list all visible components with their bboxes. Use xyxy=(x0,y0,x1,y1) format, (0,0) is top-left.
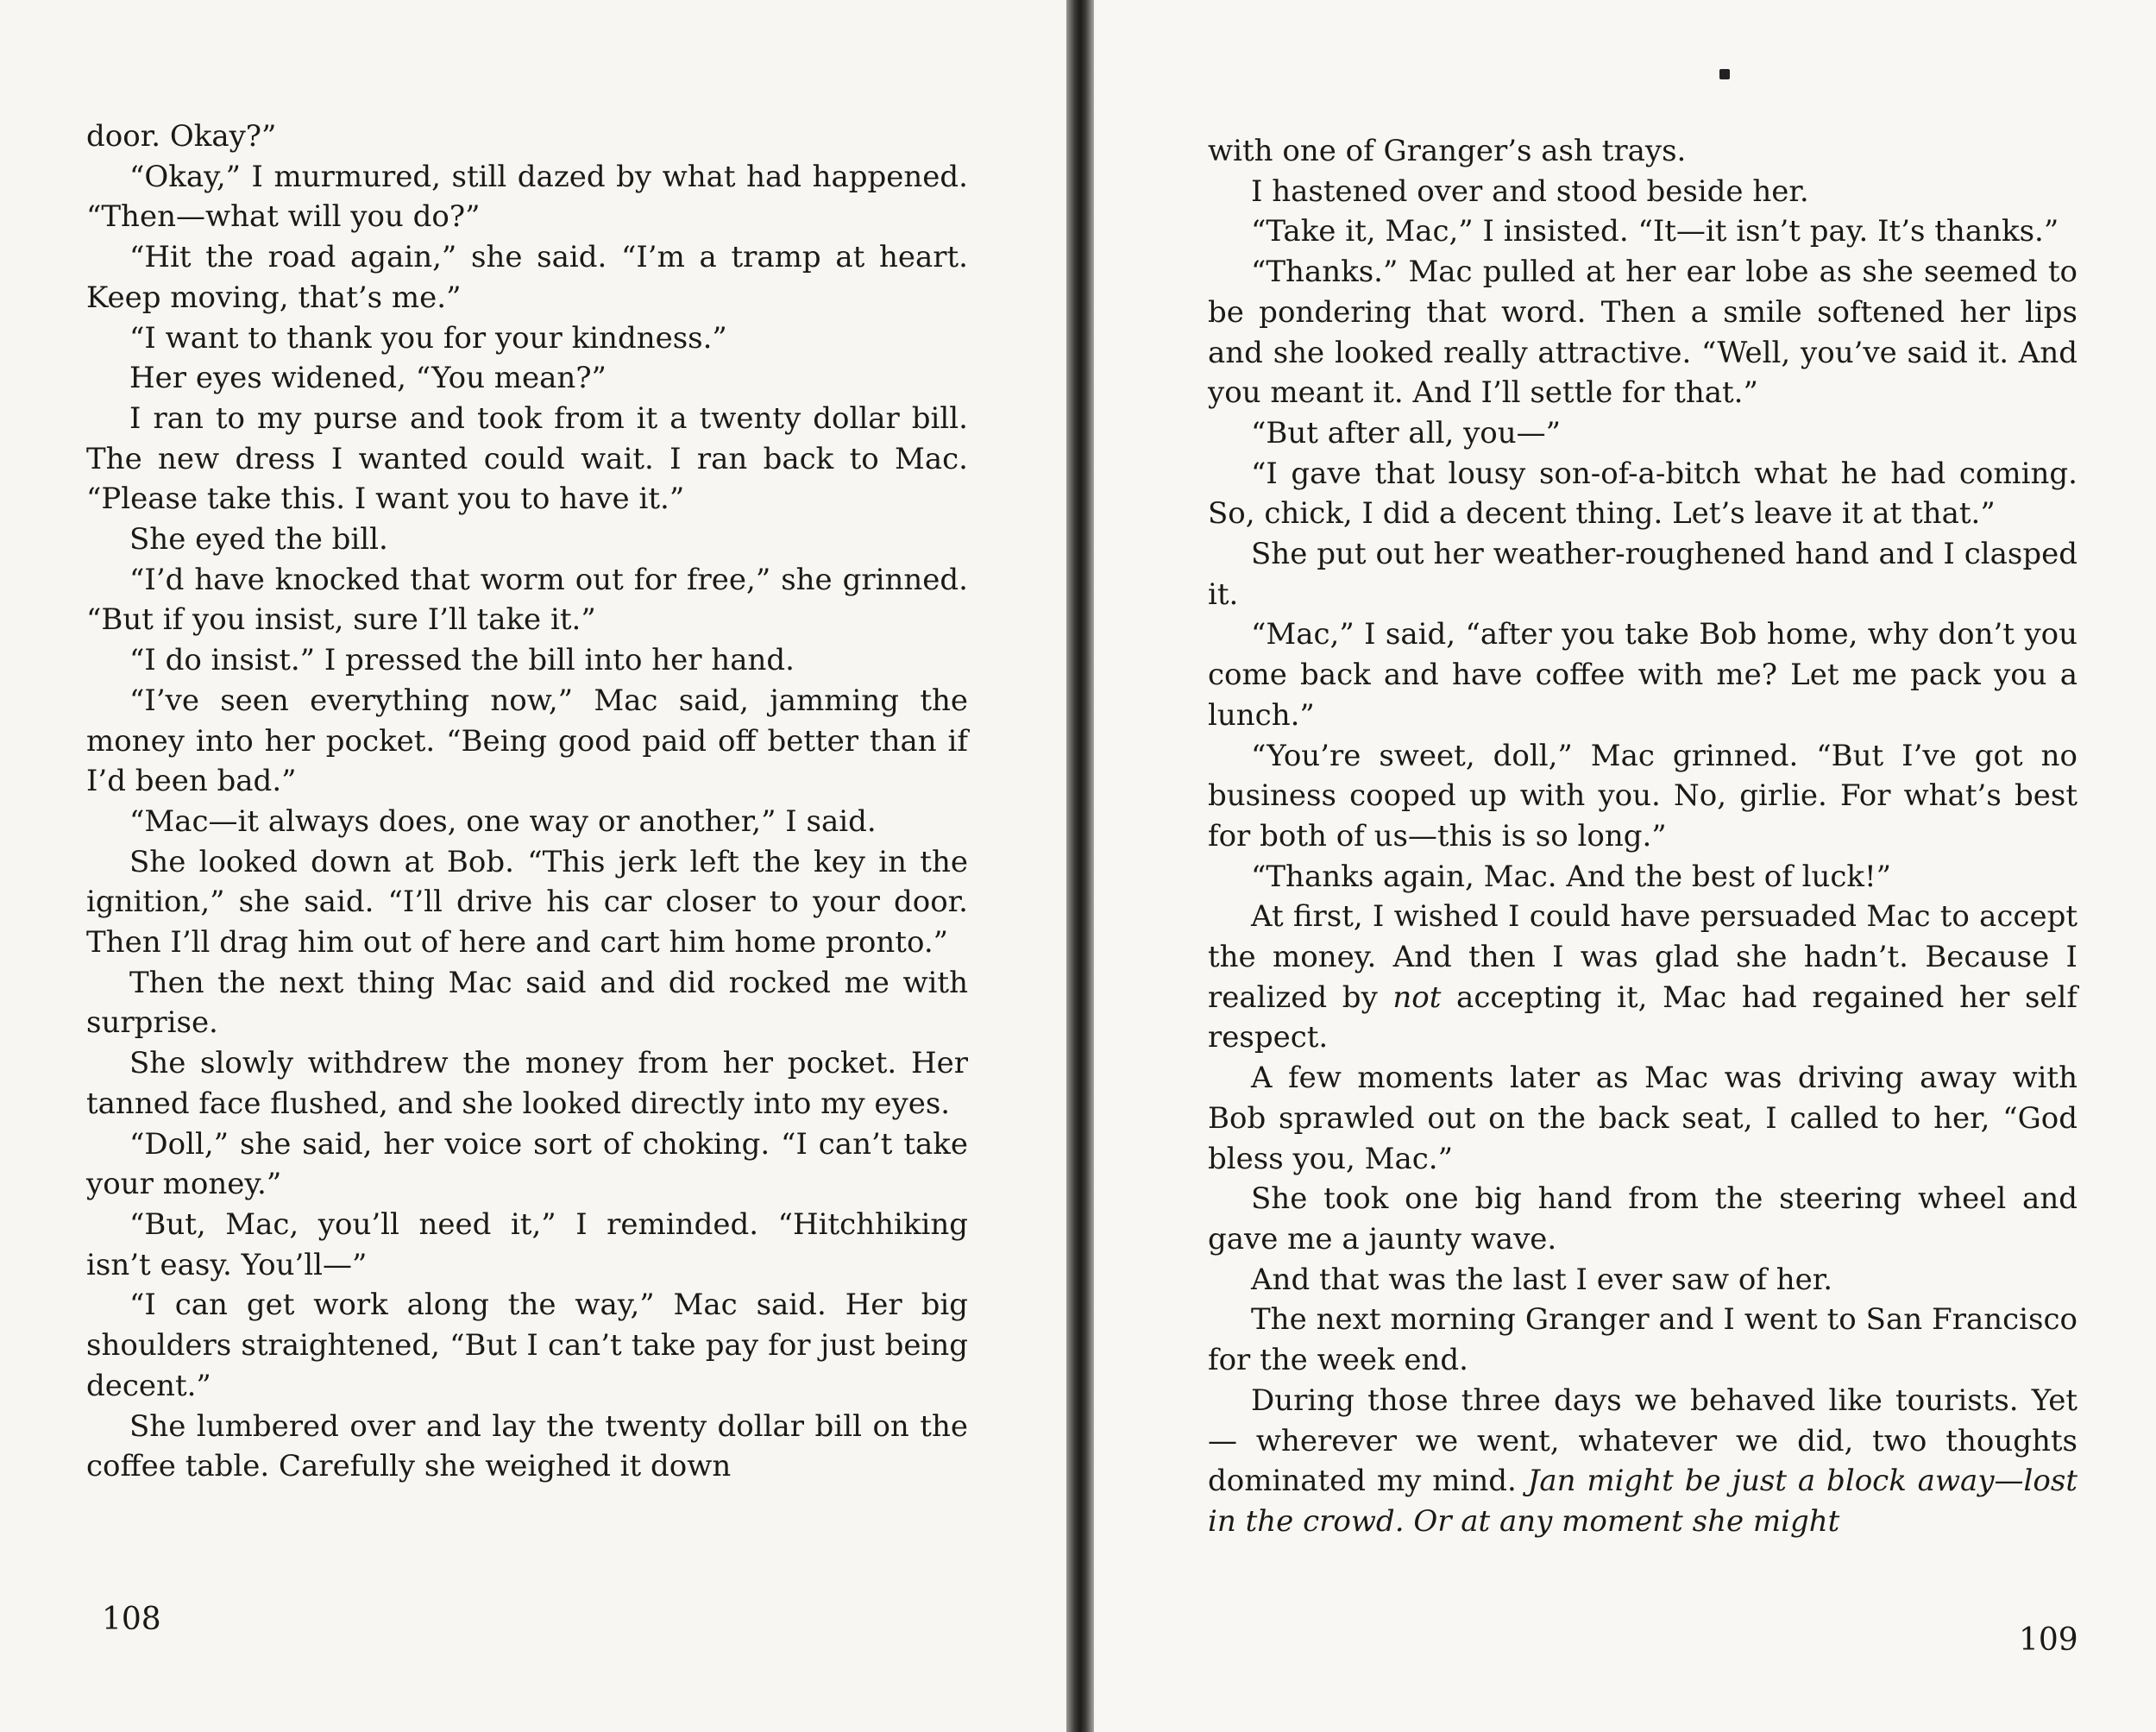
right-page xyxy=(1094,0,2156,1732)
paragraph: “I want to thank you for your kindness.” xyxy=(129,320,727,356)
paragraph: And that was the last I ever saw of her. xyxy=(1251,1262,1833,1297)
paragraph: “Doll,” she said, her voice sort of choking. “I can’t take your money.” xyxy=(86,1126,968,1202)
paragraph: I ran to my purse and took from it a twenty dollar bill. The new dress I wanted could wait. I ran back to Mac. “Please take this. I want you to have it.” xyxy=(86,400,968,517)
paragraph: “Take it, Mac,” I insisted. “It—it isn’t pay. It’s thanks.” xyxy=(1251,214,2059,249)
paragraph: The next morning Granger and I went to San Francisco for the week end. xyxy=(1208,1302,2077,1378)
paragraph: “I’ve seen everything now,” Mac said, jamming the money into her pocket. “Being good paid off better than if I’d been bad.” xyxy=(86,683,968,799)
paragraph: She lumbered over and lay the twenty dollar bill on the coffee table. Carefully she weighed it down xyxy=(86,1408,968,1484)
left-page-number: 108 xyxy=(102,1602,161,1637)
paragraph: She put out her weather-roughened hand and I clasped it. xyxy=(1208,537,2077,612)
paragraph: At first, I wished I could have persuaded Mac to accept the money. And then I was glad she hadn’t. Because I realized by not accepting it, Mac had regained her self respect. xyxy=(1208,899,2077,1055)
paragraph: “I do insist.” I pressed the bill into her hand. xyxy=(129,643,795,678)
paragraph: I hastened over and stood beside her. xyxy=(1251,173,1809,209)
paragraph: with one of Granger’s ash trays. xyxy=(1208,134,1687,168)
paragraph: “But after all, you—” xyxy=(1251,415,1562,450)
paragraph: “But, Mac, you’ll need it,” I reminded. “Hitchhiking isn’t easy. You’ll—” xyxy=(86,1206,968,1282)
paragraph: During those three days we behaved like tourists. Yet — wherever we went, whatever we did, two thoughts dominated my mind. Jan might be just a block away—lost in the crowd. Or at any moment she might xyxy=(1208,1382,2077,1539)
paragraph: She slowly withdrew the money from her pocket. Her tanned face flushed, and she looked directly into my eyes. xyxy=(86,1046,968,1121)
paragraph: Then the next thing Mac said and did rocked me with surprise. xyxy=(86,965,968,1041)
paragraph: “Hit the road again,” she said. “I’m a tramp at heart. Keep moving, that’s me.” xyxy=(86,240,968,315)
paragraph: “Thanks.” Mac pulled at her ear lobe as she seemed to be pondering that word. Then a smile softened her lips and she looked really attractive. “Well, you’ve said it. And you meant it. And I’ll settle for that.” xyxy=(1208,255,2077,411)
paragraph: She looked down at Bob. “This jerk left the key in the ignition,” she said. “I’ll drive his car closer to your door. Then I’ll drag him out of here and cart him home pronto.” xyxy=(86,844,968,960)
book-gutter xyxy=(1066,0,1094,1732)
paragraph: “I can get work along the way,” Mac said. Her big shoulders straightened, “But I can’t take pay for just being decent.” xyxy=(86,1288,968,1403)
right-page-text xyxy=(1208,131,2077,1542)
paragraph: “I’d have knocked that worm out for free,” she grinned. “But if you insist, sure I’ll take it.” xyxy=(86,562,968,638)
left-page xyxy=(0,0,1066,1732)
paragraph: Her eyes widened, “You mean?” xyxy=(129,361,607,396)
paragraph: door. Okay?” xyxy=(86,119,277,154)
paragraph: “Thanks again, Mac. And the best of luck!” xyxy=(1251,859,1892,894)
paragraph: “Mac,” I said, “after you take Bob home, why don’t you come back and have coffee with me? Let me pack you a lunch.” xyxy=(1208,617,2077,733)
paragraph: A few moments later as Mac was driving away with Bob sprawled out on the back seat, I called to her, “God bless you, Mac.” xyxy=(1208,1061,2077,1176)
left-page-text xyxy=(86,117,968,1487)
paragraph: She eyed the bill. xyxy=(129,522,388,557)
paragraph: “Mac—it always does, one way or another,” I said. xyxy=(129,803,877,839)
ink-smudge xyxy=(1719,69,1730,79)
paragraph: “I gave that lousy son-of-a-bitch what he had coming. So, chick, I did a decent thing. Let’s leave it at that.” xyxy=(1208,456,2077,532)
right-page-number: 109 xyxy=(2019,1622,2078,1658)
paragraph: She took one big hand from the steering wheel and gave me a jaunty wave. xyxy=(1208,1181,2077,1256)
paragraph: “You’re sweet, doll,” Mac grinned. “But I’ve got no business cooped up with you. No, girlie. For what’s best for both of us—this is so long.” xyxy=(1208,738,2077,853)
paragraph: “Okay,” I murmured, still dazed by what had happened. “Then—what will you do?” xyxy=(86,159,968,235)
